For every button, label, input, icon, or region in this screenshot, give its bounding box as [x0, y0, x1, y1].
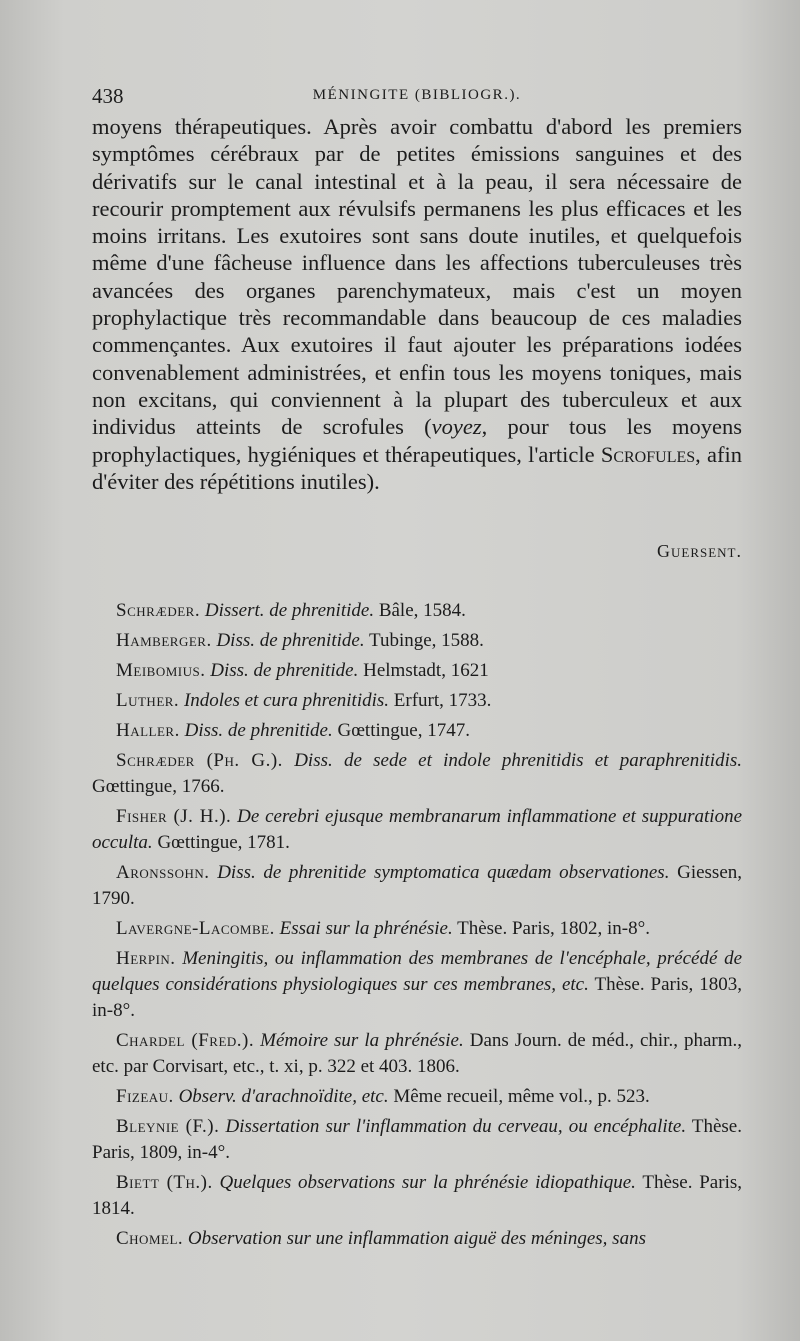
body-text-after: , afin d'éviter des répétitions inutiles).	[92, 441, 742, 494]
bibliography-entry	[92, 628, 742, 654]
entry-title: Diss. de phrenitide symptomatica quædam observationes.	[217, 862, 670, 883]
entry-details: Tubinge, 1588.	[369, 630, 484, 651]
entry-author: Fizeau.	[116, 1086, 174, 1107]
entry-details: Gœttingue, 1781.	[157, 832, 290, 853]
body-paragraph	[92, 113, 742, 495]
entry-author: Chomel.	[116, 1228, 184, 1249]
entry-author: Meibomius.	[116, 660, 206, 681]
bibliography-entry	[92, 748, 742, 800]
entry-title: Indoles et cura phrenitidis.	[183, 690, 390, 711]
entry-details: Même recueil, même vol., p. 523.	[393, 1086, 650, 1107]
bibliography-list	[92, 598, 742, 1256]
entry-details: Thèse. Paris, 1802, in-8°.	[457, 918, 650, 939]
bibliography-entry	[92, 658, 742, 684]
bibliography-entry	[92, 1028, 742, 1080]
entry-title: Observation sur une inflammation aiguë des méninges, sans	[187, 1228, 646, 1249]
bibliography-entry	[92, 860, 742, 912]
entry-details: Dans Journ. de méd., chir., pharm., etc. par Corvisart, etc., t. xi, p. 322 et 403. 1806.	[92, 1030, 742, 1077]
entry-title: Diss. de phrenitide.	[184, 720, 333, 741]
entry-author: Schræder.	[116, 600, 201, 621]
entry-author: Fisher (J. H.).	[116, 806, 232, 827]
entry-details: Giessen, 1790.	[92, 862, 743, 909]
bibliography-entry	[92, 688, 742, 714]
entry-title: Dissertation sur l'inflammation du cerveau, ou encéphalite.	[225, 1116, 687, 1137]
bibliography-entry	[92, 1226, 742, 1252]
entry-title: Quelques observations sur la phrénésie idiopathique.	[219, 1172, 636, 1193]
entry-title: Diss. de phrenitide.	[210, 660, 359, 681]
entry-title: Meningitis, ou inflammation des membranes de l'encéphale, précédé de quelques considérations physiologiques sur ces membranes, etc.	[92, 948, 742, 995]
entry-author: Lavergne-Lacombe.	[116, 918, 275, 939]
bibliography-entry	[92, 718, 742, 744]
entry-author: Luther.	[116, 690, 180, 711]
entry-details: Thèse. Paris, 1803, in-8°.	[92, 974, 742, 1021]
bibliography-entry	[92, 916, 742, 942]
entry-author: Bleynie (F.).	[116, 1116, 220, 1137]
bibliography-entry	[92, 1114, 742, 1166]
bibliography-entry	[92, 946, 742, 1024]
bibliography-entry	[92, 1084, 742, 1110]
entry-author: Hamberger.	[116, 630, 212, 651]
entry-details: Thèse. Paris, 1809, in-4°.	[92, 1116, 742, 1163]
entry-author: Herpin.	[116, 948, 176, 969]
running-title: MÉNINGITE (BIBLIOGR.).	[312, 87, 522, 103]
entry-details: Erfurt, 1733.	[393, 690, 492, 711]
entry-title: Mémoire sur la phrénésie.	[260, 1030, 464, 1051]
entry-title: Diss. de sede et indole phrenitidis et paraphrenitidis.	[294, 750, 742, 771]
entry-author: Schræder (Ph. G.).	[116, 750, 283, 771]
entry-details: Gœttingue, 1766.	[92, 776, 225, 797]
body-text-before: moyens thérapeutiques. Après avoir combattu d'abord les premiers symptômes cérébraux par de petites émissions sanguines et des dérivatifs sur le canal intestinal et à la peau, il sera nécessaire de recourir promptement aux révulsifs permanens les plus efficaces et les moins irritans. Les exutoires sont sans doute inutiles, et quelquefois même d'une fâcheuse influence dans les affections tuberculeuses très avancées des organes parenchymateux, mais c'est un moyen prophylactique très recommandable dans beaucoup de ces maladies commençantes. Aux exutoires il faut ajouter les préparations iodées convenablement administrées, et enfin tous les moyens toniques, mais non excitans, qui conviennent à la plupart des tuberculeux et aux individus atteints de scrofules (	[92, 114, 742, 440]
entry-details: Thèse. Paris, 1814.	[92, 1172, 742, 1219]
entry-title: Diss. de phrenitide.	[216, 630, 365, 651]
entry-author: Aronssohn.	[116, 862, 210, 883]
bibliography-entry	[92, 598, 742, 624]
entry-details: Helmstadt, 1621	[363, 660, 489, 681]
entry-author: Biett (Th.).	[116, 1172, 213, 1193]
entry-title: Essai sur la phrénésie.	[279, 918, 453, 939]
article-reference: Scrofules	[600, 441, 696, 467]
bibliography-entry	[92, 804, 742, 856]
entry-title: De cerebri ejusque membranarum inflammatione et suppuratione occulta.	[92, 806, 743, 853]
entry-title: Observ. d'arachnoïdite, etc.	[178, 1086, 389, 1107]
bibliography-entry	[92, 1170, 742, 1222]
page-header	[92, 84, 742, 108]
page-number: 438	[92, 84, 124, 108]
entry-author: Haller.	[116, 720, 180, 741]
entry-details: Gœttingue, 1747.	[337, 720, 470, 741]
author-signature: Guersent.	[657, 541, 742, 561]
entry-author: Chardel (Fred.).	[116, 1030, 255, 1051]
entry-details: Bâle, 1584.	[378, 600, 466, 621]
body-text-middle: , pour tous les moyens prophylactiques, hygiéniques et thérapeutiques, l'article	[92, 414, 742, 467]
entry-title: Dissert. de phrenitide.	[204, 600, 375, 621]
voyez-text: voyez	[431, 414, 482, 440]
